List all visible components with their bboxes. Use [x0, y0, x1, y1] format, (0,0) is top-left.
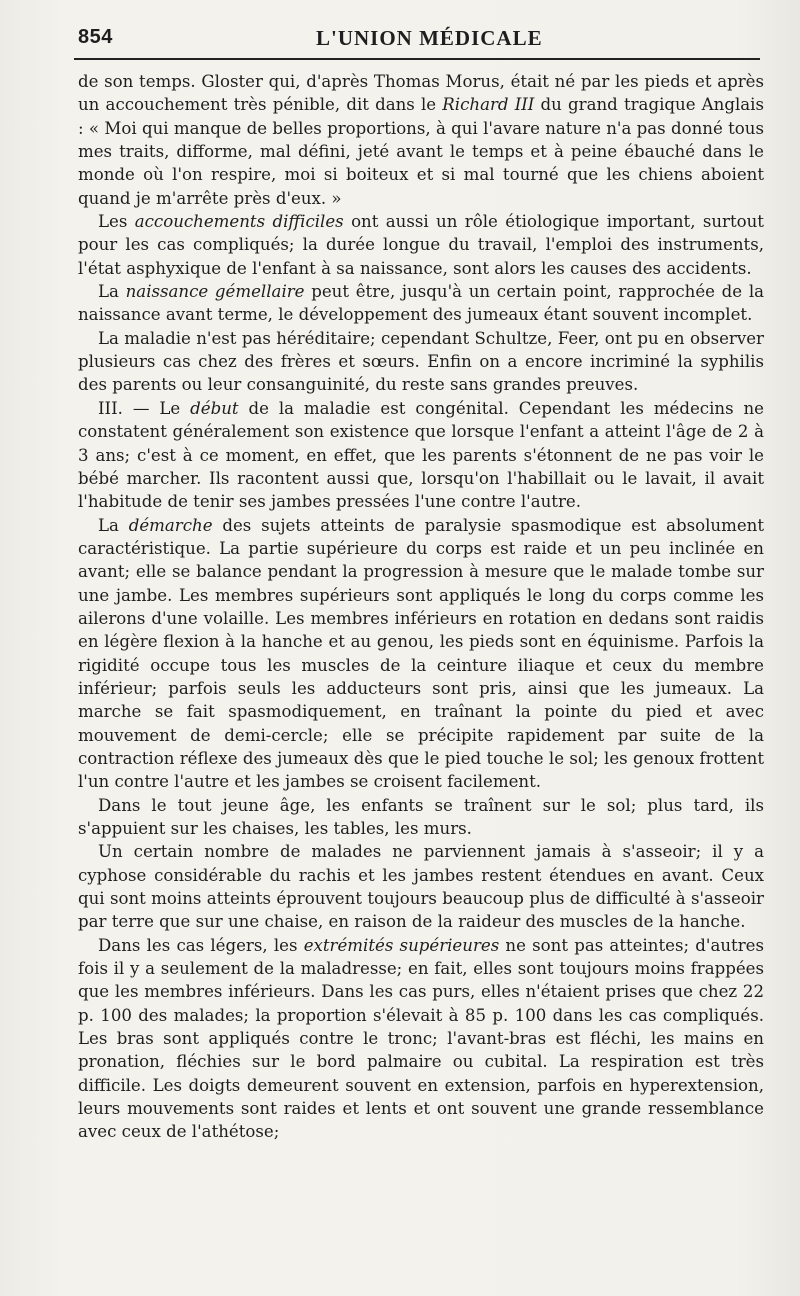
page-header: [78, 22, 756, 56]
paragraph: [78, 280, 764, 327]
italic-term: Richard III: [442, 95, 535, 115]
text-run: peut être, jusqu'à un certain point, rapprochée de la naissance avant terme, le développement des jumeaux étant souvent incomplet.: [78, 282, 765, 325]
text-run: du grand tragique Anglais : « Moi qui manque de belles proportions, à qui l'avare nature n'a pas donné tous mes traits, difforme, mal défini, jeté avant le temps et à peine ébauché dans le monde où l'on respire, moi si boiteux et si mal tourné que les chiens aboient quand je m'arrête près d'eux. »: [78, 95, 764, 208]
text-run: Les: [98, 212, 135, 232]
text-run: III. — Le: [98, 398, 191, 418]
text-run: Dans les cas légers, les: [98, 935, 304, 955]
paragraph: [78, 934, 764, 1144]
journal-title: L'UNION MÉDICALE: [316, 26, 543, 50]
text-run: de son temps. Gloster qui, d'après Thomas Morus, était né par les pieds et après un accouchement très pénible, dit dans le: [78, 72, 764, 115]
header-rule: [74, 58, 760, 60]
text-run: ne sont pas atteintes; d'autres fois il y a seulement de la maladresse; en fait, elles sont toujours moins frappées que les membres inférieurs. Dans les cas purs, elles n'étaient prises que chez 22 p. 100 des malades; la proportion s'élevait à 85 p. 100 dans les cas compliqués. Les bras sont appliqués contre le tronc; l'avant-bras est fléchi, les mains en pronation, fléchies sur le bord palmaire ou cubital. La respiration est très difficile. Les doigts demeurent souvent en extension, parfois en hyperextension, leurs mouvements sont raides et lents et ont souvent une grande ressemblance avec ceux de l'athétose;: [78, 935, 764, 1142]
italic-term: naissance gémellaire: [125, 282, 305, 302]
text-run: de la maladie est congénital. Cependant les médecins ne constatent généralement son existence que lorsque l'enfant a atteint l'âge de 2 à 3 ans; c'est à ce moment, en effet, que les parents s'étonnent de ne pas voir le bébé marcher. Ils racontent aussi que, lorsqu'on l'habillait ou le lavait, il avait l'habitude de tenir ses jambes pressées l'une contre l'autre.: [78, 398, 765, 512]
paragraph: [78, 514, 764, 794]
text-run: Dans le tout jeune âge, les enfants se traînent sur le sol; plus tard, ils s'appuient sur les chaises, les tables, les murs.: [78, 795, 764, 838]
article-body: [78, 70, 764, 1144]
paragraph: [78, 840, 764, 933]
paragraph: [78, 210, 764, 280]
paragraph: [78, 70, 764, 210]
page-number: 854: [78, 26, 113, 48]
paragraph: [78, 794, 764, 841]
italic-term: accouchements difficiles: [134, 212, 344, 232]
text-run: La: [98, 515, 129, 535]
text-run: ont aussi un rôle étiologique important, surtout pour les cas compliqués; la durée longue du travail, l'emploi des instruments, l'état asphyxique de l'enfant à sa naissance, sont alors les causes des accidents.: [78, 212, 764, 278]
text-run: des sujets atteints de paralysie spasmodique est absolument caractéristique. La partie supérieure du corps est raide et un peu inclinée en avant; elle se balance pendant la progression à mesure que le malade tombe sur une jambe. Les membres supérieurs sont appliqués le long du corps comme les ailerons d'une volaille. Les membres inférieurs en rotation en dedans sont raidis en légère flexion à la hanche et au genou, les pieds sont en équinisme. Parfois la rigidité occupe tous les muscles de la ceinture iliaque et ceux du membre inférieur; parfois seuls les adducteurs sont pris, ainsi que les jumeaux. La marche se fait spasmodiquement, en traînant la pointe du pied et avec mouvement de demi-cercle; elle se précipite rapidement par suite de la contraction réflexe des jumeaux dès que le pied touche le sol; les genoux frottent l'un contre l'autre et les jambes se croisent facilement.: [78, 515, 764, 792]
text-run: Un certain nombre de malades ne parviennent jamais à s'asseoir; il y a cyphose considérable du rachis et les jambes restent étendues en avant. Ceux qui sont moins atteints éprouvent toujours beaucoup plus de difficulté à s'asseoir par terre que sur une chaise, en raison de la raideur des muscles de la hanche.: [78, 842, 764, 932]
paragraph: [78, 327, 764, 397]
italic-term: extrémités supérieures: [303, 935, 500, 955]
text-run: La maladie n'est pas héréditaire; cependant Schultze, Feer, ont pu en observer plusieurs cas chez des frères et sœurs. Enfin on a encore incriminé la syphilis des parents ou leur consanguinité, du reste sans grandes preuves.: [78, 328, 764, 395]
paragraph: [78, 397, 764, 514]
italic-term: début: [190, 398, 239, 418]
text-run: La: [98, 282, 126, 302]
italic-term: démarche: [128, 515, 213, 535]
